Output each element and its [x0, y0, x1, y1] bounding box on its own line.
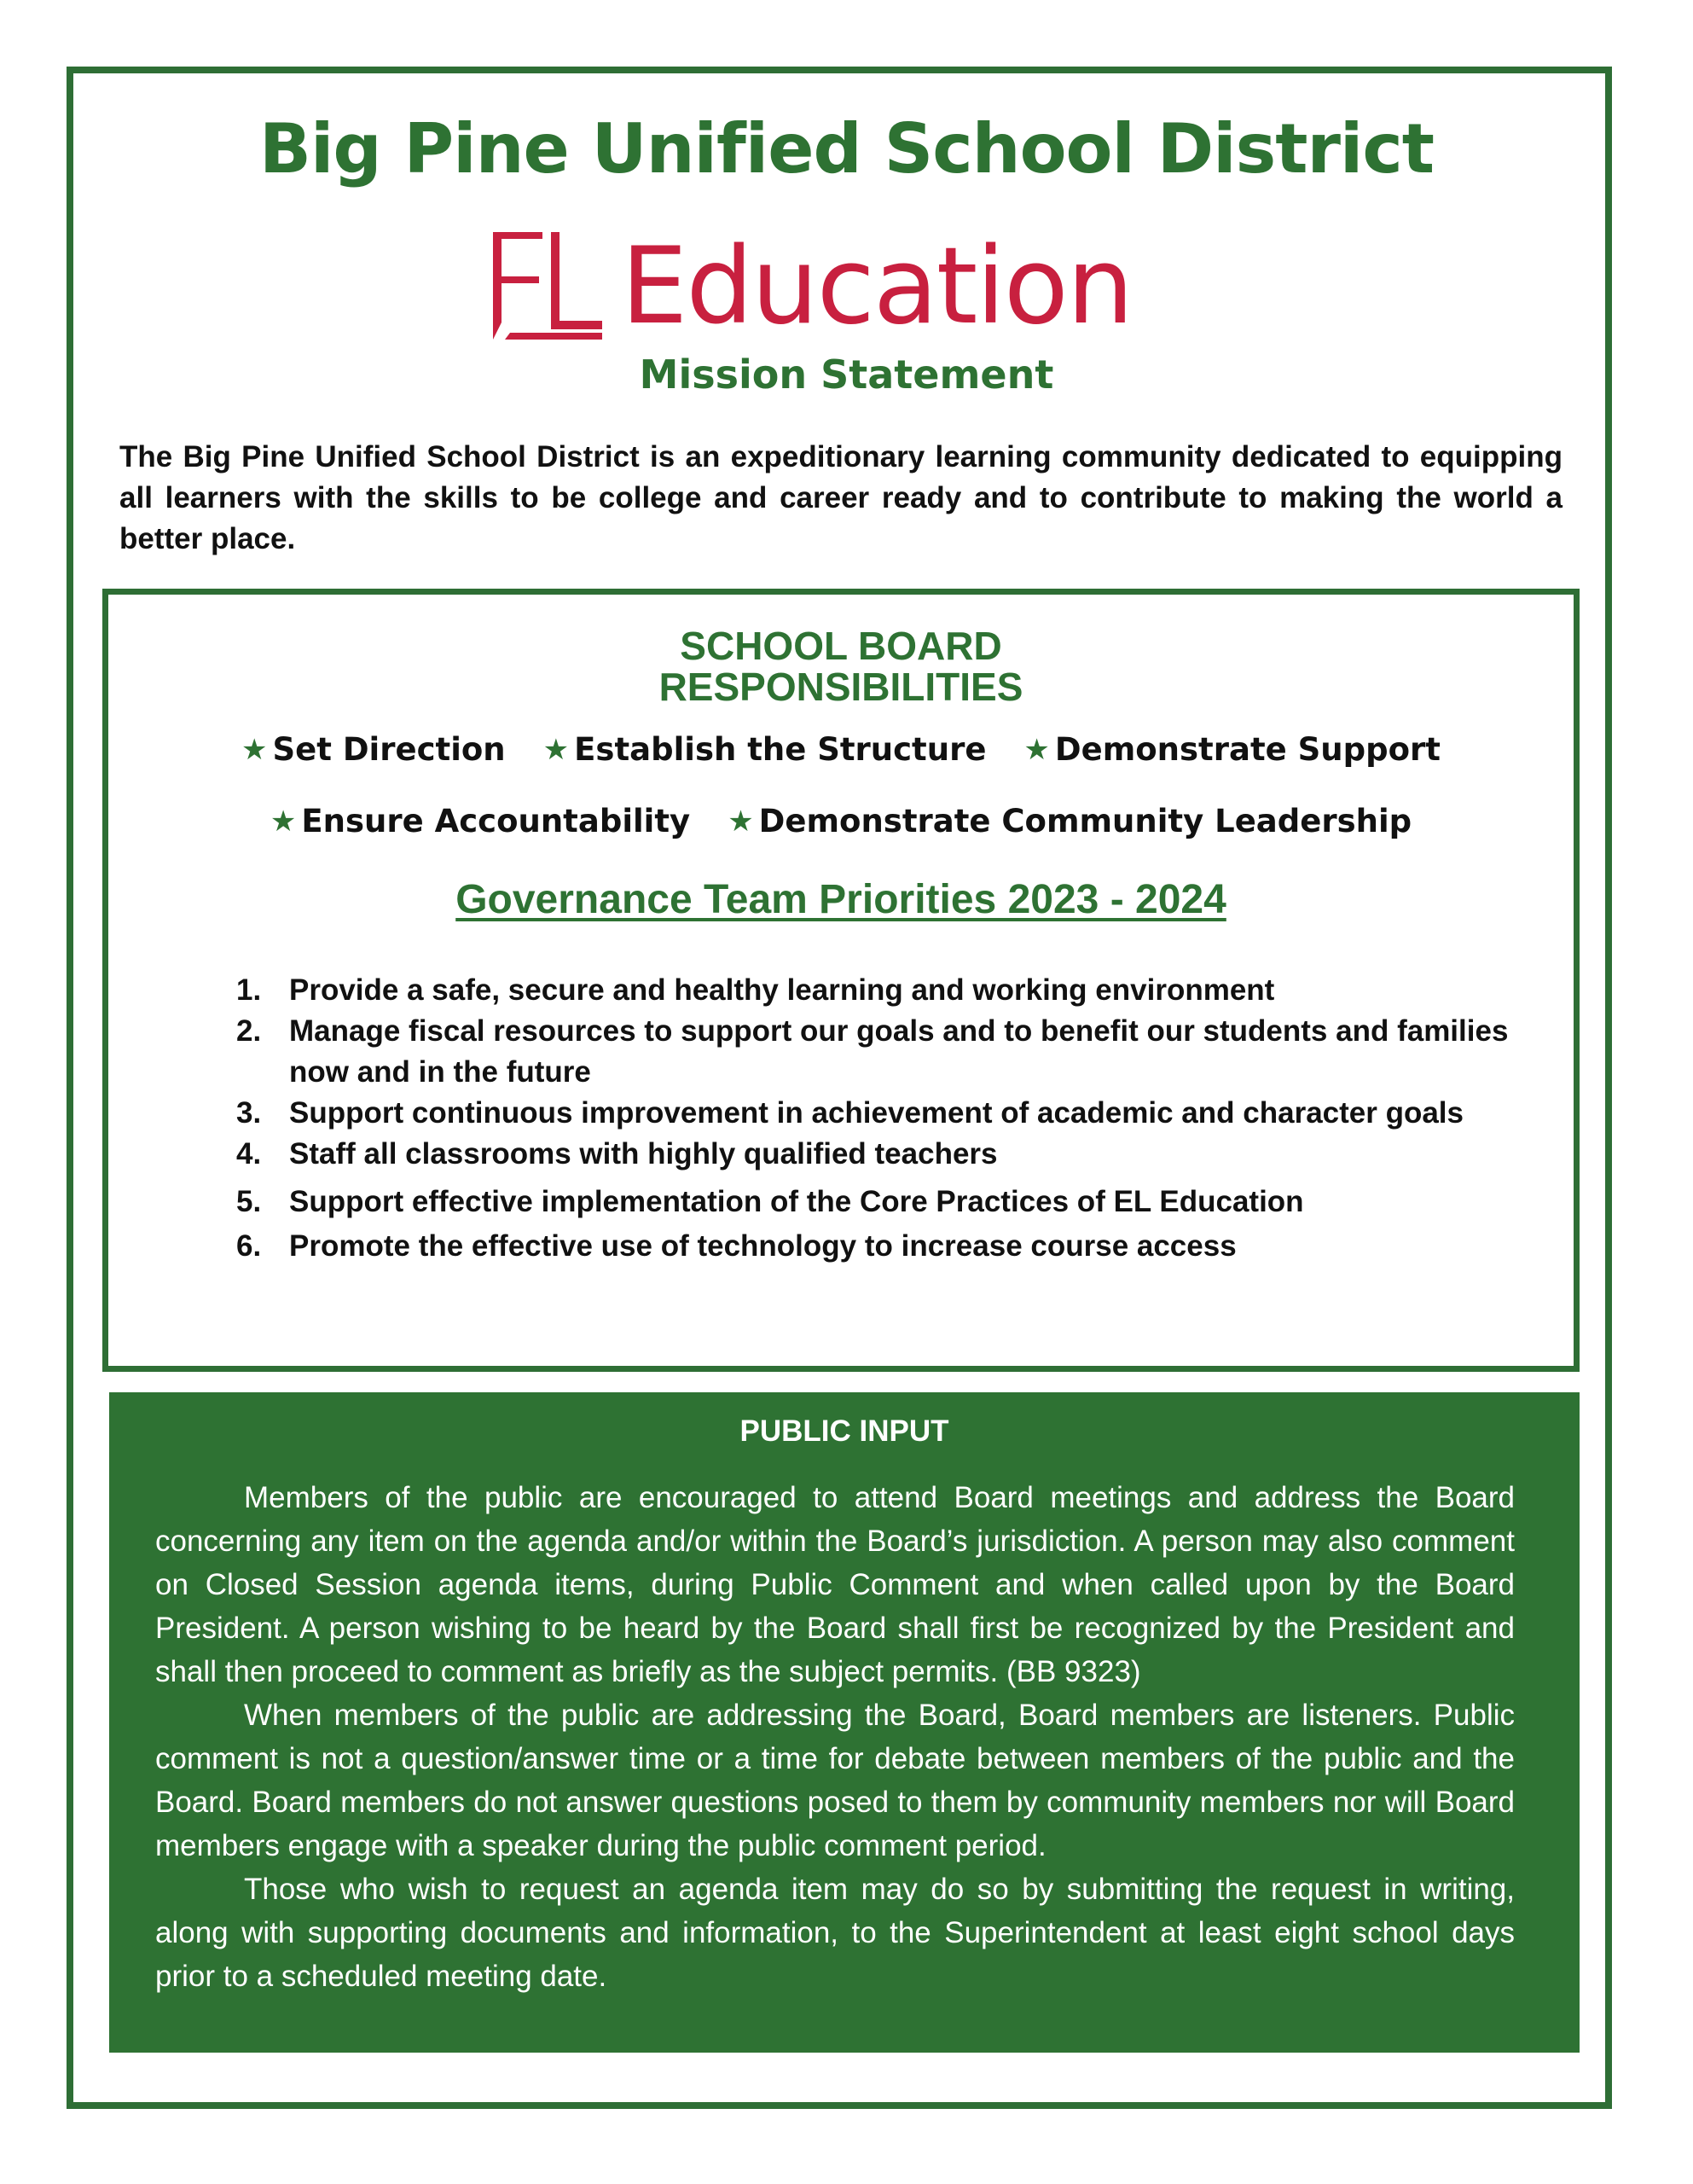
responsibility-item: ★ Set Direction: [241, 731, 506, 768]
list-item: 2. Manage fiscal resources to support our goals and to benefit our students and families now and in the future: [236, 1014, 1509, 1089]
list-item: 6. Promote the effective use of technology to increase course access: [236, 1229, 1237, 1263]
mission-heading: Mission Statement: [639, 351, 1054, 398]
paragraph: Those who wish to request an agenda item may do so by submitting the request in writing, along with supporting documents and information, to the Superintendent at least eight school days prior to a scheduled meeting date.: [155, 1873, 1515, 1993]
responsibility-item: ★ Demonstrate Community Leadership: [728, 803, 1412, 839]
public-input-panel: [109, 1392, 1580, 2053]
list-item: 5. Support effective implementation of the Core Practices of EL Education: [236, 1185, 1304, 1218]
star-icon: ★: [728, 804, 754, 839]
board-title: SCHOOL BOARD RESPONSIBILITIES: [658, 624, 1023, 709]
responsibility-row-2: [108, 803, 1574, 839]
responsibility-item: ★ Demonstrate Support: [1023, 731, 1441, 768]
list-item: 1. Provide a safe, secure and healthy learning and working environment: [236, 973, 1275, 1007]
logo-wordmark: Education: [621, 225, 1133, 348]
priorities-heading: Governance Team Priorities 2023 - 2024: [455, 877, 1226, 922]
responsibility-item: ★ Establish the Structure: [542, 731, 987, 768]
district-title: Big Pine Unified School District: [259, 109, 1434, 189]
responsibility-item: ★ Ensure Accountability: [270, 803, 691, 839]
public-input-body: [155, 1476, 1515, 1998]
star-icon: ★: [241, 732, 268, 767]
paragraph: Members of the public are encouraged to attend Board meetings and address the Board concerning any item on the agenda and/or within the Board’s jurisdiction. A person may also comment on Closed Session agenda items, during Public Comment and when called upon by the Board President. A person wishing to be heard by the Board shall first be recognized by the President and shall then proceed to comment as briefly as the subject permits. (BB 9323): [155, 1481, 1515, 1688]
star-icon: ★: [270, 804, 297, 839]
el-logo-mark-icon: [493, 232, 602, 340]
list-item: 3. Support continuous improvement in achievement of academic and character goals: [236, 1096, 1464, 1130]
public-input-title: PUBLIC INPUT: [739, 1414, 949, 1448]
star-icon: ★: [542, 732, 570, 767]
list-item: 4. Staff all classrooms with highly qualified teachers: [236, 1137, 998, 1170]
board-responsibilities-panel: [102, 589, 1580, 1372]
responsibility-row-1: [108, 731, 1574, 768]
mission-statement: The Big Pine Unified School District is an expeditionary learning community dedicated to equipping all learners with the skills to be college and career ready and to contribute to making the world a better place.: [119, 440, 1563, 555]
paragraph: When members of the public are addressing the Board, Board members are listeners. Public comment is not a question/answer time or a time for debate between members of the public and the Board. Board members do not answer questions posed to them by community members nor will Board members engage with a speaker during the public comment period.: [155, 1699, 1515, 1862]
priorities-list: [236, 970, 1533, 1267]
star-icon: ★: [1023, 732, 1050, 767]
el-education-logo: [493, 225, 1133, 348]
